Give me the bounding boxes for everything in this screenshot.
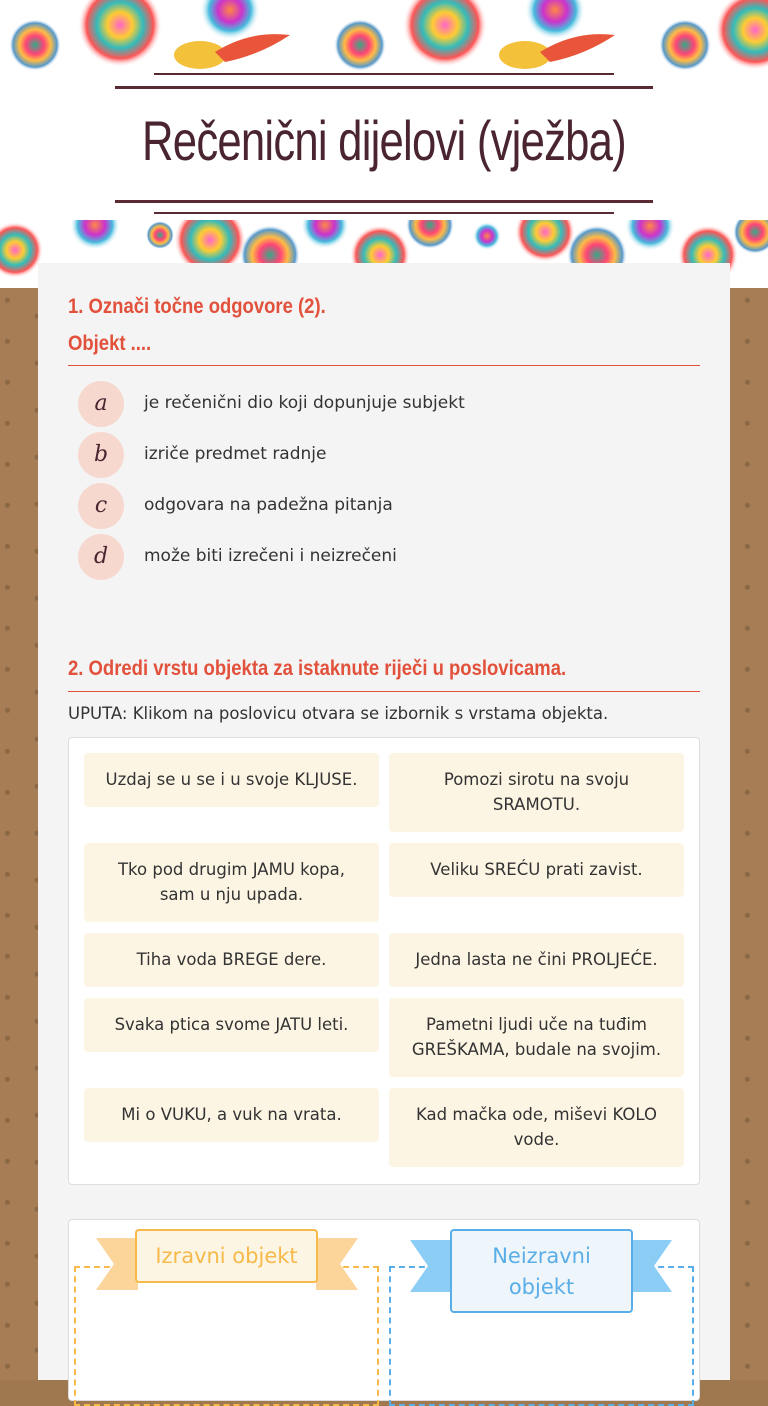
title-rule-bottom (115, 200, 653, 203)
option-letter: b (78, 432, 124, 478)
question2-divider (68, 691, 700, 692)
proverb-line: Jedna lasta ne čini PROLJEĆE. (415, 950, 658, 969)
option-d[interactable] (78, 534, 698, 580)
proverb-card[interactable] (84, 933, 379, 987)
option-letter: c (78, 483, 124, 529)
proverb-card[interactable] (389, 1088, 684, 1167)
proverb-line: vode. (513, 1130, 560, 1149)
category-label-text: Neizravni (492, 1244, 591, 1268)
proverb-line: Tiha voda BREGE dere. (136, 950, 327, 969)
proverb-line: sam u nju upada. (159, 885, 304, 904)
option-b[interactable] (78, 432, 698, 478)
proverb-card[interactable] (389, 753, 684, 832)
title-rule-bottom-thin (154, 212, 614, 214)
option-text: odgovara na padežna pitanja (144, 495, 393, 515)
proverb-line: Pametni ljudi uče na tuđim (425, 1015, 648, 1034)
proverb-line: Pomozi sirotu na svoju (443, 770, 630, 789)
option-c[interactable] (78, 483, 698, 529)
option-text: može biti izrečeni i neizrečeni (144, 546, 397, 566)
proverb-line: Tko pod drugim JAMU kopa, (117, 860, 346, 879)
proverb-line: SRAMOTU. (492, 795, 581, 814)
proverb-line: GREŠKAMA, budale na svojim. (411, 1040, 662, 1059)
proverb-card[interactable] (84, 843, 379, 922)
option-a[interactable] (78, 381, 698, 427)
option-text: je rečenični dio koji dopunjuje subjekt (144, 393, 465, 413)
category-label-text: Izravni objekt (155, 1244, 298, 1268)
title-rule-top-thin (154, 73, 614, 75)
proverb-line: Svaka ptica svome JATU leti. (114, 1015, 349, 1034)
question1-divider (68, 365, 700, 366)
proverb-line: Uzdaj se u se i u svoje KLJUSE. (105, 770, 358, 789)
question2-hint: UPUTA: Klikom na poslovicu otvara se izbornik s vrstama objekta. (68, 704, 609, 723)
proverb-card[interactable] (84, 1088, 379, 1142)
option-text: izriče predmet radnje (144, 444, 327, 464)
question2-title: 2. Odredi vrstu objekta za istaknute riječi u poslovicama. (68, 657, 567, 680)
option-letter: d (78, 534, 124, 580)
proverb-card[interactable] (389, 933, 684, 987)
proverb-line: Kad mačka ode, miševi KOLO (416, 1105, 657, 1124)
page-title: Rečenični dijelovi (vježba) (142, 109, 626, 172)
proverb-line: Veliku SREĆU prati zavist. (430, 860, 643, 879)
option-letter: a (78, 381, 124, 427)
question1-subtitle: Objekt .... (68, 332, 152, 355)
category-label-indirect[interactable] (450, 1229, 633, 1313)
proverb-card[interactable] (389, 998, 684, 1077)
proverb-card[interactable] (84, 998, 379, 1052)
proverb-card[interactable] (84, 753, 379, 807)
title-rule-top (115, 86, 653, 89)
proverb-card[interactable] (389, 843, 684, 897)
category-label-direct[interactable] (135, 1229, 318, 1283)
category-label-text: objekt (508, 1275, 575, 1299)
proverb-line: Mi o VUKU, a vuk na vrata. (121, 1105, 342, 1124)
question1-title: 1. Označi točne odgovore (2). (68, 295, 326, 318)
